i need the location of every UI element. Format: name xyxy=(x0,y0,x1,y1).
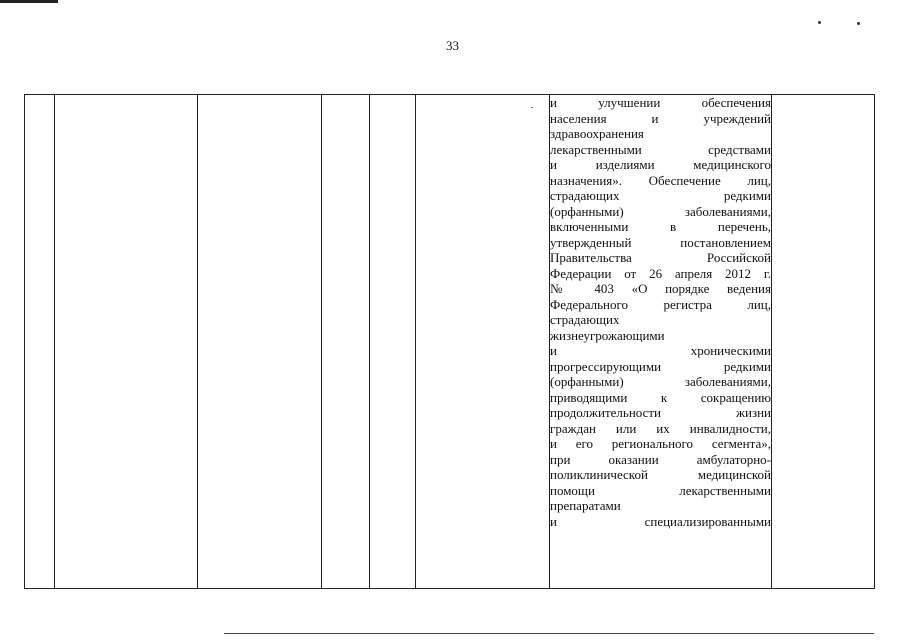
bottom-rule xyxy=(224,633,874,634)
text-line: включенными в перечень, xyxy=(550,219,771,234)
scan-speck xyxy=(818,21,821,24)
text-line: при оказании амбулаторно- xyxy=(550,451,771,467)
text-line: препаратами xyxy=(550,498,621,513)
text-line: (орфанными) заболеваниями, xyxy=(550,203,771,219)
text-line: и специализированными xyxy=(550,513,771,529)
text-line: № 403 «О порядке ведения xyxy=(550,281,771,296)
page-number: 33 xyxy=(446,38,459,53)
text-line: граждан или их инвалидности, xyxy=(550,420,771,436)
document-table xyxy=(24,94,875,589)
text-line: населения и учреждений xyxy=(550,110,771,126)
text-line: Федерального регистра лиц, xyxy=(550,296,771,312)
scan-corner-mark xyxy=(0,0,58,3)
text-line: Федерации от 26 апреля 2012 г. xyxy=(550,265,771,281)
table-cell-col8 xyxy=(772,95,875,589)
text-line: Правительства Российской xyxy=(550,250,771,265)
text-line: утвержденный постановлением xyxy=(550,234,771,250)
table-cell-description xyxy=(550,95,772,589)
table-cell-col5 xyxy=(370,95,416,589)
table-cell-col1 xyxy=(25,95,55,589)
text-line: и улучшении обеспечения xyxy=(550,95,771,110)
text-line: приводящими к сокращению xyxy=(550,389,771,405)
table-cell-col6 xyxy=(416,95,550,589)
text-line: жизнеугрожающими xyxy=(550,327,665,343)
table-row xyxy=(25,95,875,589)
text-line: продолжительности жизни xyxy=(550,405,771,420)
table-cell-col3 xyxy=(198,95,322,589)
text-line: помощи лекарственными xyxy=(550,482,771,498)
scan-mark xyxy=(531,107,533,108)
text-line: прогрессирующими редкими xyxy=(550,358,771,374)
text-line: страдающих xyxy=(550,312,620,327)
scan-speck xyxy=(857,22,860,25)
text-line: и изделиями медицинского xyxy=(550,157,771,172)
text-line: и хроническими xyxy=(550,343,771,358)
description-text xyxy=(550,95,771,529)
text-line: лекарственными средствами xyxy=(550,141,771,157)
text-line: назначения». Обеспечение лиц, xyxy=(550,172,771,188)
text-line: (орфанными) заболеваниями, xyxy=(550,374,771,389)
text-line: страдающих редкими xyxy=(550,188,771,203)
text-line: поликлинической медицинской xyxy=(550,467,771,482)
table-cell-col4 xyxy=(322,95,370,589)
text-line: и его регионального сегмента», xyxy=(550,436,771,451)
text-line: здравоохранения xyxy=(550,126,644,141)
table-cell-col2 xyxy=(55,95,198,589)
